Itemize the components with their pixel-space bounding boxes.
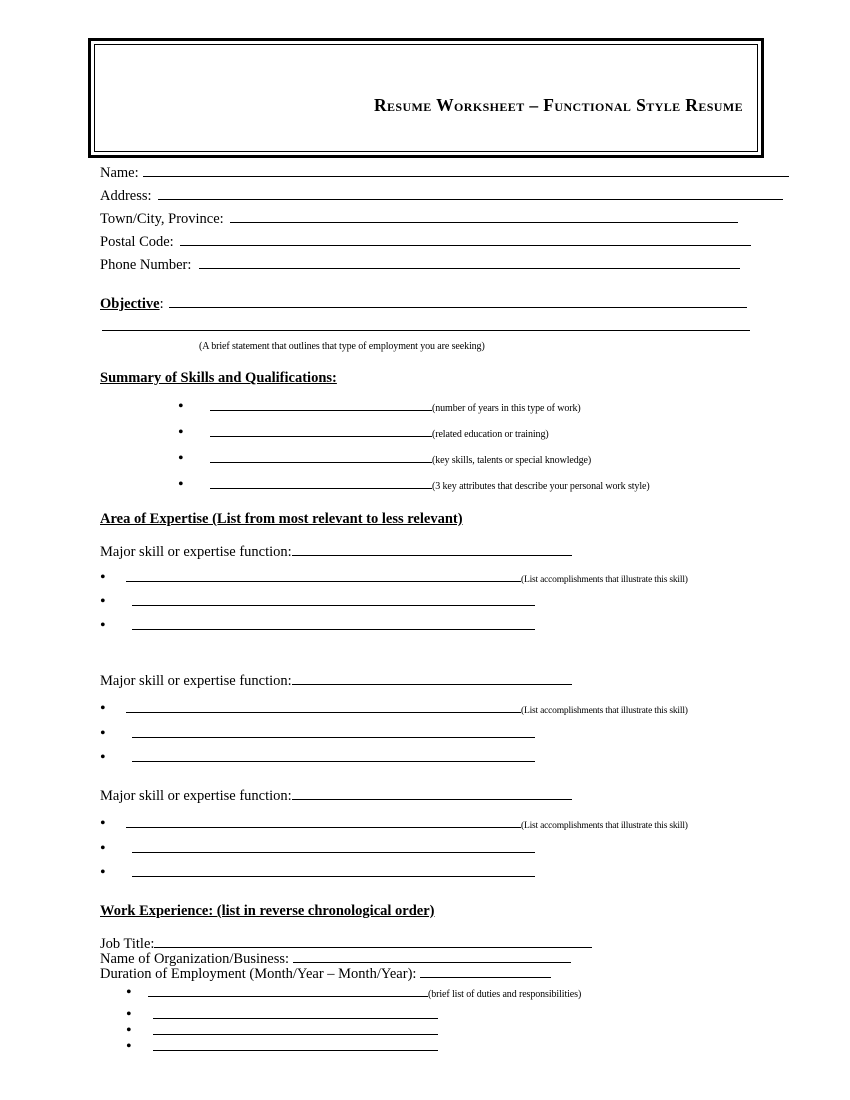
work-duties-hint: (brief list of duties and responsibilities): [428, 989, 582, 1000]
contact-label-phone-number: Phone Number:: [100, 257, 192, 273]
bullet-icon: •: [178, 424, 184, 441]
work-label-duration: Duration of Employment (Month/Year – Month/Year):: [100, 966, 417, 982]
contact-field-phone-number: [100, 257, 740, 274]
expertise-hint-1: (List accomplishments that illustrate this skill): [521, 575, 688, 585]
contact-label-postal-code: Postal Code:: [100, 234, 174, 250]
expertise-accomplishment-3-3: [100, 864, 535, 882]
contact-rule-address[interactable]: [158, 188, 783, 200]
work-label-organization: Name of Organization/Business:: [100, 951, 290, 967]
expertise-rule-3-1[interactable]: [126, 816, 521, 828]
bullet-icon: •: [100, 815, 106, 832]
summary-bullet-2: [178, 424, 549, 442]
objective-colon: :: [159, 296, 164, 312]
expertise-heading: Area of Expertise (List from most relevant to less relevant): [100, 511, 463, 527]
work-duty-rule-2[interactable]: [153, 1007, 438, 1019]
expertise-rule-1-1[interactable]: [126, 570, 521, 582]
summary-bullet-4: [178, 476, 650, 494]
work-field-duration: [100, 966, 551, 983]
bullet-icon: •: [126, 984, 132, 1001]
contact-label-address: Address:: [100, 188, 152, 204]
work-rule-organization[interactable]: [293, 951, 571, 963]
summary-hint-2: (related education or training): [432, 429, 549, 440]
expertise-function-rule-2[interactable]: [292, 673, 572, 685]
summary-rule-1[interactable]: [210, 399, 432, 411]
bullet-icon: •: [100, 700, 106, 717]
contact-field-town-city-province: [100, 211, 738, 228]
bullet-icon: •: [126, 1038, 132, 1055]
summary-rule-4[interactable]: [210, 477, 432, 489]
objective-rule-line-1[interactable]: [169, 296, 747, 308]
bullet-icon: •: [178, 476, 184, 493]
work-duty-rule-1[interactable]: [148, 985, 428, 997]
expertise-rule-3-2[interactable]: [132, 841, 535, 853]
work-rule-duration[interactable]: [420, 966, 551, 978]
work-rule-job-title[interactable]: [154, 936, 592, 948]
work-experience-heading: Work Experience: (list in reverse chronological order): [100, 903, 435, 919]
bullet-icon: •: [100, 749, 106, 766]
summary-hint-4: (3 key attributes that describe your personal work style): [432, 481, 650, 492]
title-box-inner-border: [94, 44, 758, 152]
expertise-rule-2-2[interactable]: [132, 726, 535, 738]
expertise-accomplishment-3-2: [100, 840, 535, 858]
contact-rule-town-city-province[interactable]: [230, 211, 738, 223]
expertise-accomplishment-2-2: [100, 725, 535, 743]
objective-rule-line-2[interactable]: [102, 330, 750, 331]
expertise-function-line-1: [100, 544, 572, 561]
expertise-rule-2-3[interactable]: [132, 750, 535, 762]
work-duty-bullet-1: [126, 984, 581, 1002]
bullet-icon: •: [126, 1006, 132, 1023]
work-duty-rule-3[interactable]: [153, 1023, 438, 1035]
expertise-hint-2: (List accomplishments that illustrate this skill): [521, 706, 688, 716]
expertise-accomplishment-3-1: [100, 815, 688, 833]
expertise-rule-2-1[interactable]: [126, 701, 521, 713]
expertise-function-rule-3[interactable]: [292, 788, 572, 800]
objective-hint: (A brief statement that outlines that type of employment you are seeking): [199, 341, 485, 352]
expertise-accomplishment-2-3: [100, 749, 535, 767]
expertise-function-label-3: Major skill or expertise function:: [100, 788, 292, 804]
bullet-icon: •: [178, 450, 184, 467]
bullet-icon: •: [100, 864, 106, 881]
summary-rule-3[interactable]: [210, 451, 432, 463]
expertise-function-label-1: Major skill or expertise function:: [100, 544, 292, 560]
expertise-rule-3-3[interactable]: [132, 865, 535, 877]
work-label-job-title: Job Title:: [100, 936, 155, 952]
expertise-rule-1-3[interactable]: [132, 618, 535, 630]
contact-rule-postal-code[interactable]: [180, 234, 751, 246]
expertise-accomplishment-1-2: [100, 593, 535, 611]
summary-bullet-1: [178, 398, 581, 416]
bullet-icon: •: [100, 569, 106, 586]
bullet-icon: •: [100, 725, 106, 742]
expertise-function-rule-1[interactable]: [292, 544, 572, 556]
title-box: [88, 38, 764, 158]
contact-field-postal-code: [100, 234, 751, 251]
expertise-accomplishment-2-1: [100, 700, 688, 718]
expertise-function-line-3: [100, 788, 572, 805]
summary-hint-1: (number of years in this type of work): [432, 403, 581, 414]
expertise-accomplishment-1-3: [100, 617, 535, 635]
summary-hint-3: (key skills, talents or special knowledge): [432, 455, 592, 466]
objective-label: Objective: [100, 296, 160, 312]
expertise-accomplishment-1-1: [100, 569, 688, 587]
summary-rule-2[interactable]: [210, 425, 432, 437]
expertise-function-line-2: [100, 673, 572, 690]
work-duty-bullet-4: [126, 1038, 438, 1056]
bullet-icon: •: [126, 1022, 132, 1039]
objective-section: [100, 296, 747, 313]
expertise-rule-1-2[interactable]: [132, 594, 535, 606]
contact-label-name: Name:: [100, 165, 139, 181]
contact-label-town-city-province: Town/City, Province:: [100, 211, 224, 227]
page-title: Resume Worksheet – Functional Style Resume: [373, 95, 743, 115]
summary-heading: Summary of Skills and Qualifications:: [100, 370, 337, 386]
work-duty-rule-4[interactable]: [153, 1039, 438, 1051]
bullet-icon: •: [100, 840, 106, 857]
expertise-hint-3: (List accomplishments that illustrate this skill): [521, 821, 688, 831]
contact-rule-name[interactable]: [143, 165, 789, 177]
bullet-icon: •: [178, 398, 184, 415]
contact-field-address: [100, 188, 783, 205]
contact-field-name: [100, 165, 789, 182]
bullet-icon: •: [100, 617, 106, 634]
contact-rule-phone-number[interactable]: [199, 257, 740, 269]
expertise-function-label-2: Major skill or expertise function:: [100, 673, 292, 689]
bullet-icon: •: [100, 593, 106, 610]
summary-bullet-3: [178, 450, 591, 468]
